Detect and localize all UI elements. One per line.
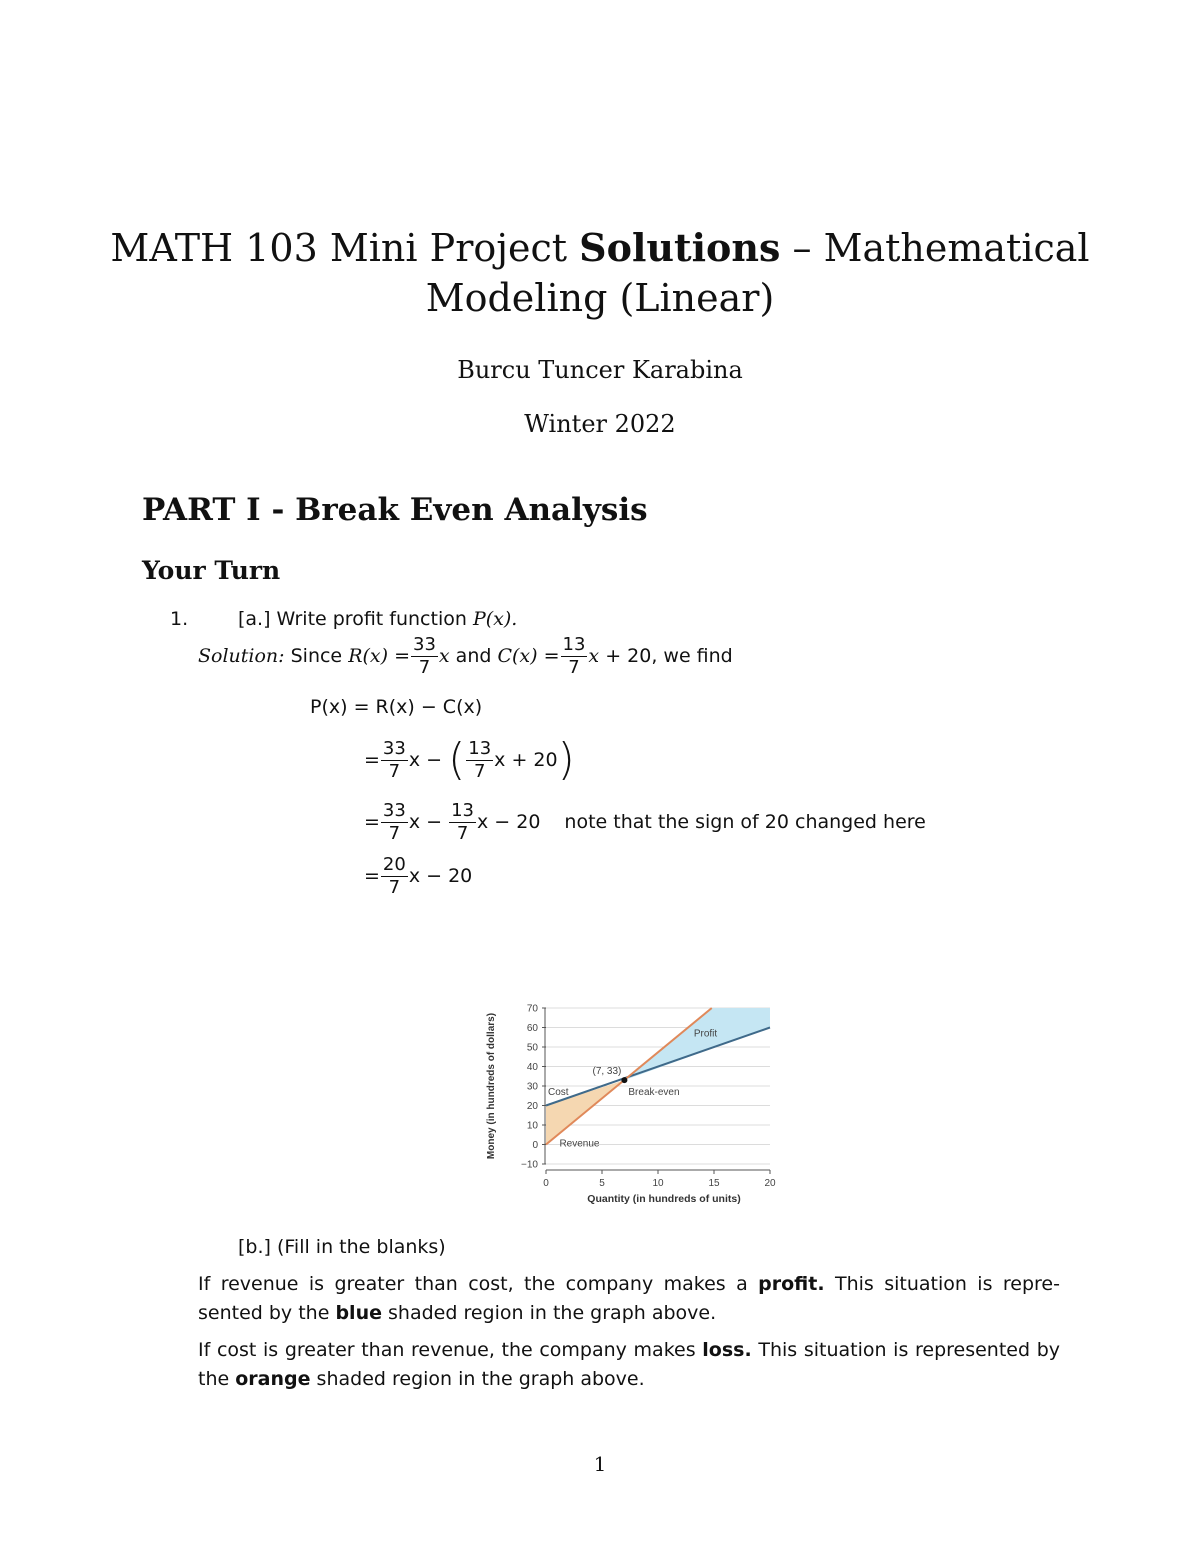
title-line-1 — [0, 224, 1200, 272]
y-tick-label: 60 — [526, 1023, 538, 1034]
frac-num: 33 — [413, 633, 436, 655]
y-tick-label: −10 — [521, 1159, 538, 1171]
frac-den: 7 — [388, 822, 401, 844]
p1-answer-blue: blue — [335, 1302, 382, 1324]
profit-label: Profit — [693, 1028, 718, 1040]
derivation-line-2 — [364, 732, 575, 788]
part-b-paragraph-2 — [198, 1336, 1060, 1394]
section-heading: Your Turn — [142, 556, 281, 585]
fraction-13-7 — [466, 738, 493, 783]
frac-den: 7 — [473, 760, 486, 782]
x-tick-label: 10 — [652, 1178, 664, 1189]
equals: = — [364, 749, 380, 771]
part-b-label: [b.] (Fill in the blanks) — [238, 1236, 446, 1258]
part-heading: PART I - Break Even Analysis — [142, 492, 648, 528]
frac-num: 13 — [451, 799, 474, 821]
x-plus-20: x + 20 — [494, 749, 558, 771]
derivation-line-3 — [364, 794, 926, 850]
y-tick-label: 0 — [532, 1140, 538, 1151]
break-even-chart — [480, 996, 780, 1208]
frac-den: 7 — [568, 656, 580, 678]
frac-den: 7 — [418, 656, 431, 678]
frac-num: 33 — [382, 737, 406, 759]
fraction-33-7 — [381, 800, 408, 845]
x-tick-label: 20 — [764, 1178, 776, 1189]
solution-label: Solution: — [198, 645, 285, 667]
break-even-point — [621, 1077, 627, 1083]
equals: = — [364, 865, 380, 887]
p2-answer-loss: loss. — [702, 1339, 752, 1361]
question-number: 1. — [170, 608, 189, 630]
y-axis-title: Money (in hundreds of dollars) — [486, 1012, 497, 1160]
and-text: and — [455, 645, 492, 667]
right-paren: ) — [557, 734, 575, 785]
title-bold: Solutions — [579, 225, 781, 270]
frac-num: 13 — [562, 633, 586, 655]
derivation-line-4 — [364, 848, 472, 904]
part-a-func: P(x). — [472, 608, 518, 630]
revenue-label: Revenue — [559, 1138, 600, 1150]
y-tick-label: 20 — [526, 1101, 538, 1112]
fraction-33-7 — [381, 738, 408, 783]
fraction-13-7 — [561, 634, 588, 679]
author: Burcu Tuncer Karabina — [457, 356, 743, 384]
frac-den: 7 — [456, 822, 469, 844]
x-tick-label: 5 — [599, 1178, 605, 1189]
revenue-line — [546, 1008, 712, 1145]
x-tick-label: 0 — [543, 1178, 549, 1189]
frac-den: 7 — [388, 876, 401, 898]
since-text: Since — [290, 645, 343, 667]
p1-answer-profit: profit. — [758, 1273, 825, 1295]
frac-num: 33 — [382, 799, 406, 821]
x-minus: x − — [408, 811, 443, 833]
p1-text-a: If revenue is greater than cost, the company makes a — [198, 1273, 748, 1295]
equals: = — [364, 811, 380, 833]
frac-num: 20 — [382, 853, 406, 875]
frac-num: 13 — [468, 737, 492, 759]
p1-text-c: This situation is repre-sented by the — [198, 1273, 1060, 1324]
y-tick-label: 40 — [526, 1062, 538, 1073]
p2-text-a: If cost is greater than revenue, the company makes — [198, 1339, 696, 1361]
x-minus: x − — [408, 749, 443, 771]
x-minus-20: x − 20 — [408, 865, 473, 887]
part-a-prompt — [238, 608, 517, 630]
part-a-text: [a.] Write profit function — [238, 608, 467, 630]
var-x: x — [588, 645, 600, 667]
revenue-lhs: R(x) = — [348, 645, 410, 667]
p2-text-c: This situation is represented by the — [198, 1339, 1060, 1390]
part-b-paragraph-1 — [198, 1270, 1060, 1328]
term: Winter 2022 — [524, 410, 676, 438]
var-x: x — [438, 645, 450, 667]
x-tick-label: 15 — [708, 1178, 720, 1189]
y-tick-label: 50 — [526, 1042, 538, 1054]
derivation-line-1: P(x) = R(x) − C(x) — [310, 696, 483, 718]
x-axis-title: Quantity (in hundreds of units) — [587, 1193, 741, 1205]
p1-text-e: shaded region in the graph above. — [388, 1302, 717, 1324]
title-line-2: Modeling (Linear) — [425, 276, 775, 320]
cost-lhs: C(x) = — [497, 645, 560, 667]
page-number: 1 — [593, 1452, 607, 1476]
fraction-33-7 — [411, 634, 438, 679]
title-suffix: – Mathematical — [792, 226, 1090, 270]
solution-line — [198, 628, 733, 684]
frac-den: 7 — [388, 760, 401, 782]
fraction-20-7 — [381, 854, 408, 899]
sign-note: note that the sign of 20 changed here — [564, 811, 926, 833]
left-paren: ( — [448, 734, 466, 785]
cost-label: Cost — [548, 1086, 569, 1098]
y-tick-label: 70 — [526, 1003, 538, 1015]
y-tick-label: 10 — [526, 1120, 538, 1132]
title-prefix: MATH 103 Mini Project — [110, 226, 568, 270]
we-find-text: + 20, we find — [605, 645, 733, 667]
break-even-coords: (7, 33) — [592, 1066, 622, 1078]
p2-answer-orange: orange — [235, 1368, 311, 1390]
y-tick-label: 30 — [526, 1081, 538, 1093]
break-even-label: Break-even — [628, 1087, 680, 1099]
x-minus-20: x − 20 — [477, 811, 541, 833]
fraction-13-7 — [449, 800, 476, 845]
p2-text-e: shaded region in the graph above. — [316, 1368, 645, 1390]
